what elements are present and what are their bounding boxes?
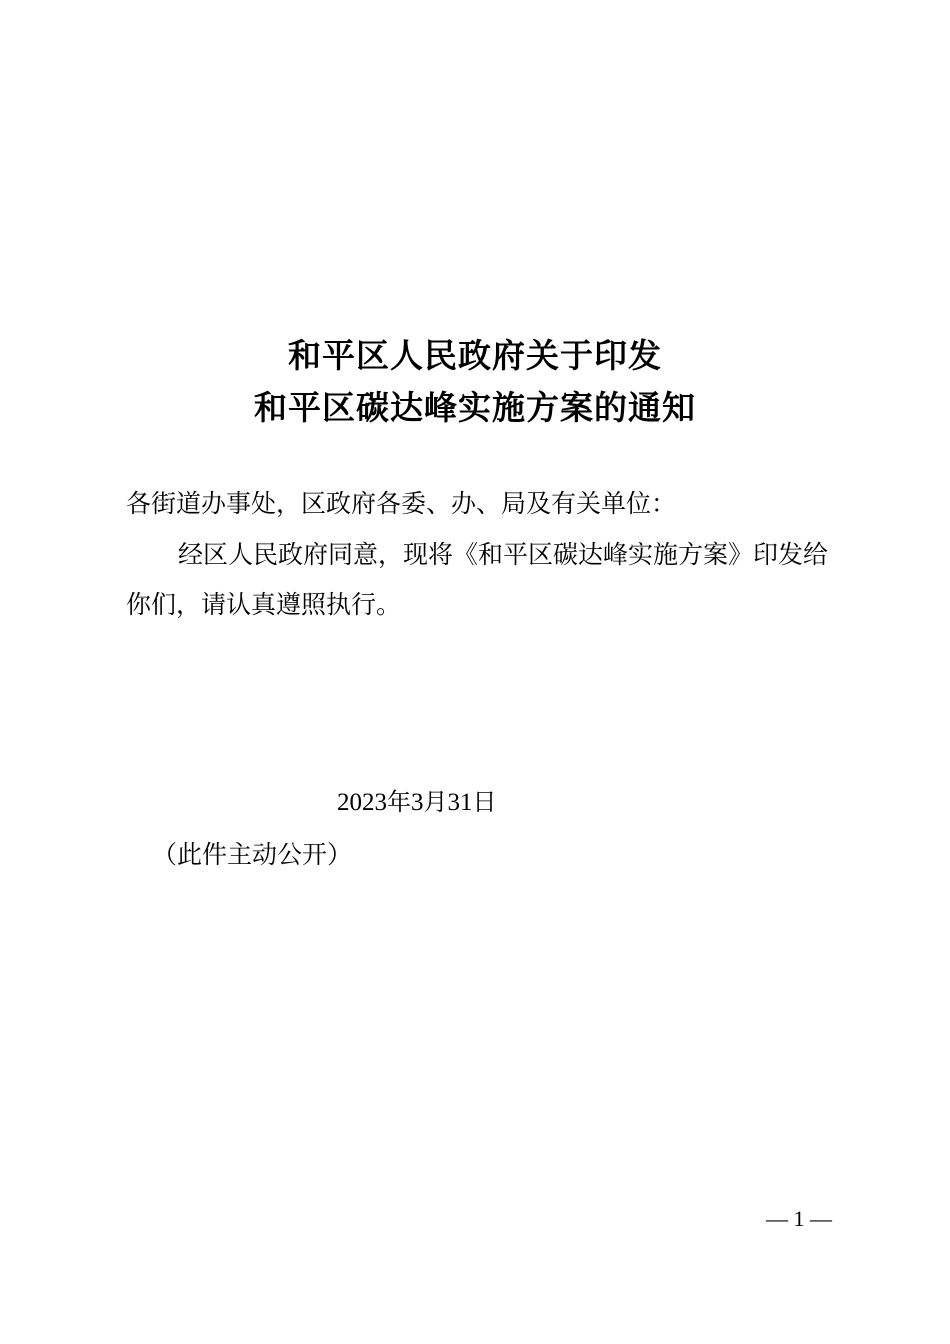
date-month-char: 月 [423,788,448,816]
date-day-char: 日 [472,788,497,816]
body-paragraph-text: 经区人民政府同意，现将《和平区碳达峰实施方案》印发给你们，请认真遵照执行。 [126,540,829,619]
date-day: 31 [447,789,473,816]
document-title [0,330,950,434]
body-paragraph [126,530,836,630]
disclosure-note: （此件主动公开） [152,840,353,869]
salutation: 各街道办事处，区政府各委、办、局及有关单位： [126,489,677,518]
date-year: 2023 [337,789,387,816]
page-number: — 1 — [766,1206,832,1231]
date-month: 3 [411,789,424,816]
title-line-1: 和平区人民政府关于印发 [288,336,662,375]
title-line-2: 和平区碳达峰实施方案的通知 [254,388,696,427]
date-year-char: 年 [387,788,411,816]
issue-date [337,780,497,825]
